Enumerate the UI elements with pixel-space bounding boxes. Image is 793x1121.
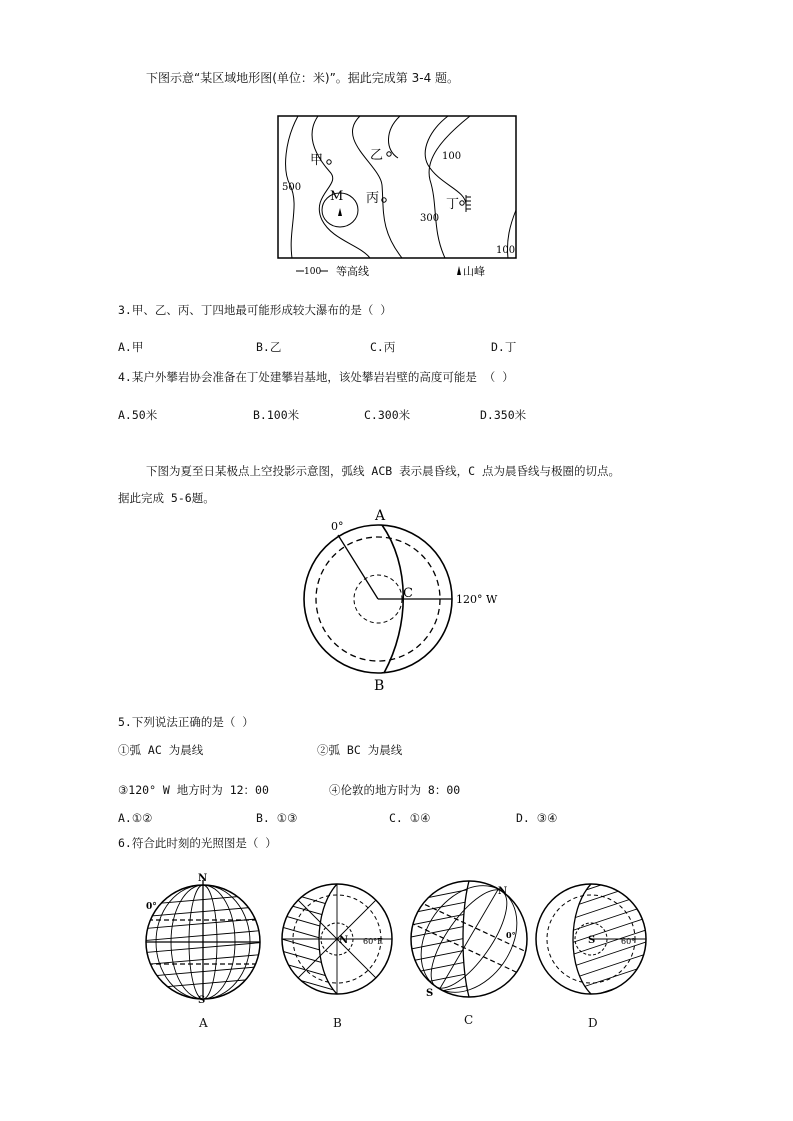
globe-c-caption: C — [464, 1013, 474, 1027]
intro-polar-line2: 据此完成 5-6题。 — [118, 491, 215, 505]
q5-stem: 5.下列说法正确的是（ ） — [118, 715, 254, 729]
contour-label: 100 — [496, 245, 516, 256]
globe-a[interactable] — [140, 872, 268, 1004]
globe-c[interactable] — [406, 876, 532, 1002]
intro-polar-line1: 下图为夏至日某极点上空投影示意图，弧线 ACB 表示晨昏线，C 点为晨昏线与极圈的切点。 — [146, 464, 620, 478]
globe-d-caption: D — [588, 1016, 598, 1030]
svg-text:0°: 0° — [506, 930, 516, 940]
legend-peak-text: 山峰 — [463, 265, 485, 278]
globe-a-caption: A — [199, 1016, 208, 1030]
intro-topo: 下图示意“某区域地形图(单位：米)”。据此完成第 3-4 题。 — [146, 71, 460, 85]
svg-text:S: S — [588, 935, 596, 946]
q5-option-a[interactable]: A.①② — [118, 811, 153, 825]
q5-option-b[interactable]: B. ①③ — [256, 811, 298, 825]
globe-d[interactable] — [532, 880, 650, 998]
place-jia: 甲 — [310, 153, 324, 168]
legend-peak-icon — [457, 266, 461, 275]
svg-text:S: S — [198, 995, 206, 1004]
place-ding: 丁 — [446, 197, 460, 212]
q5-statement-1: ①弧 AC 为晨线 — [118, 743, 204, 757]
legend-contour-text: 等高线 — [336, 265, 369, 278]
legend-contour-value: 100 — [304, 267, 322, 277]
place-m: M — [330, 189, 344, 204]
contour-line — [429, 116, 470, 258]
svg-text:S: S — [426, 988, 434, 999]
svg-text:N: N — [498, 886, 508, 897]
q3-option-d[interactable]: D.丁 — [491, 340, 517, 354]
contour-line — [312, 116, 370, 258]
topographic-map — [270, 110, 528, 280]
q4-option-c[interactable]: C.300米 — [364, 408, 411, 422]
svg-text:N: N — [198, 873, 208, 884]
label-b: B — [374, 678, 385, 694]
globe-b[interactable] — [278, 880, 396, 998]
svg-text:60°E: 60°E — [363, 937, 384, 946]
q4-stem: 4.某户外攀岩协会准备在丁处建攀岩基地，该处攀岩岩壁的高度可能是 （ ） — [118, 370, 514, 384]
label-c: C — [403, 586, 413, 601]
q5-option-d[interactable]: D. ③④ — [516, 811, 558, 825]
place-yi: 乙 — [370, 148, 384, 163]
globe-b-caption: B — [333, 1016, 342, 1030]
q4-option-a[interactable]: A.50米 — [118, 408, 158, 422]
svg-text:N: N — [339, 935, 349, 946]
contour-label: 500 — [282, 182, 302, 193]
svg-text:0°: 0° — [146, 902, 157, 912]
polar-projection-diagram — [300, 505, 520, 695]
q4-option-b[interactable]: B.100米 — [253, 408, 300, 422]
cliff-symbol — [466, 195, 471, 212]
contour-label: 300 — [420, 213, 440, 224]
contour-label: 100 — [442, 151, 462, 162]
q5-option-c[interactable]: C. ①④ — [389, 811, 431, 825]
svg-text:60°: 60° — [621, 937, 636, 946]
label-0-deg: 0° — [331, 520, 344, 533]
q3-option-a[interactable]: A.甲 — [118, 340, 144, 354]
q3-option-c[interactable]: C.丙 — [370, 340, 396, 354]
place-bing: 丙 — [366, 191, 380, 206]
q4-option-d[interactable]: D.350米 — [480, 408, 527, 422]
q3-stem: 3.甲、乙、丙、丁四地最可能形成较大瀑布的是（ ） — [118, 303, 392, 317]
q3-option-b[interactable]: B.乙 — [256, 340, 282, 354]
q5-statement-2: ②弧 BC 为晨线 — [317, 743, 403, 757]
label-120w: 120° W — [456, 593, 498, 606]
label-a: A — [375, 508, 386, 524]
q5-statement-3: ③120° W 地方时为 12：00 — [118, 783, 269, 797]
q6-stem: 6.符合此时刻的光照图是（ ） — [118, 836, 277, 850]
peak-icon — [338, 208, 342, 216]
meridian-0 — [338, 535, 378, 599]
contour-line — [352, 116, 402, 258]
q5-statement-4: ④伦敦的地方时为 8：00 — [329, 783, 461, 797]
